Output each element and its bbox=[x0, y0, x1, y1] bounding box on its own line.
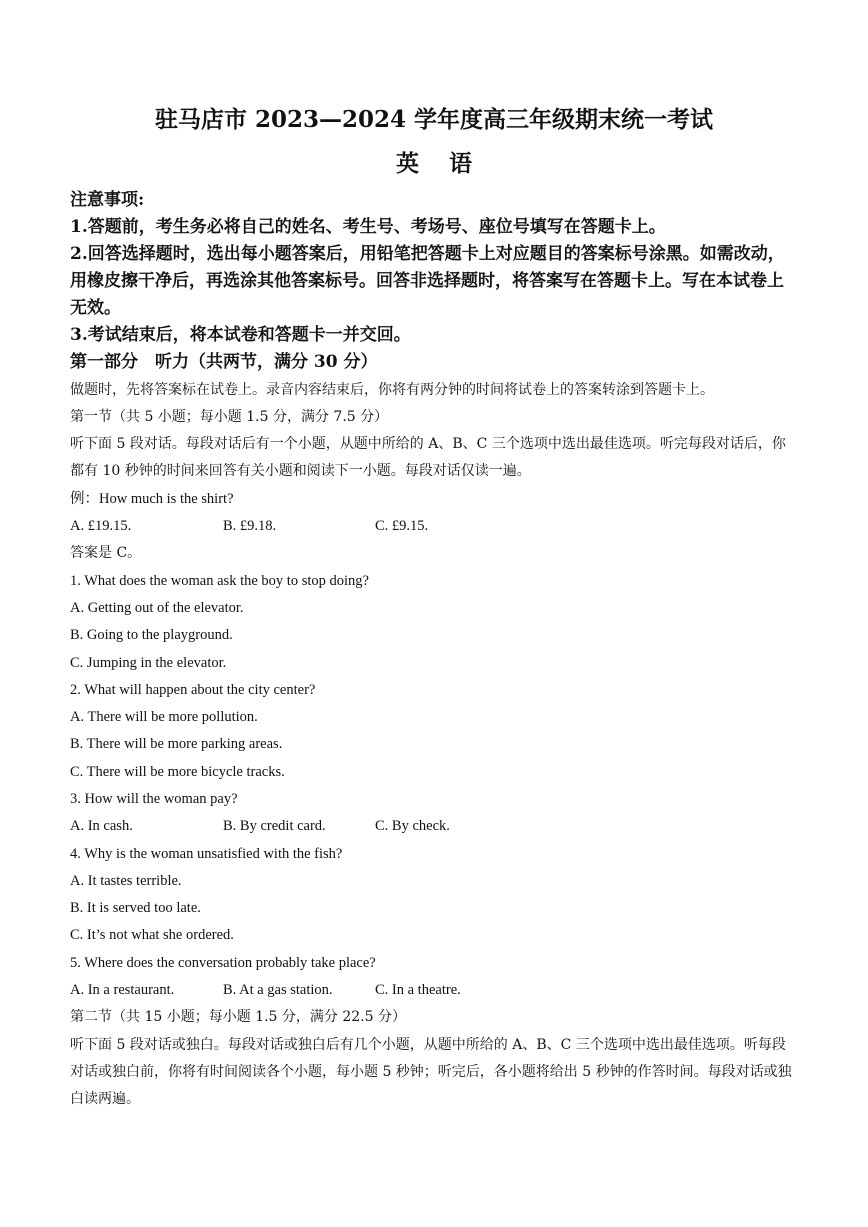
q5-option-c: C. In a theatre. bbox=[375, 982, 461, 998]
q4-option-c: C. It’s not what she ordered. bbox=[70, 927, 234, 943]
q5-option-a: A. In a restaurant. bbox=[70, 982, 175, 998]
q3-option-c: C. By check. bbox=[375, 818, 450, 834]
exam-title: 驻马店市 2023—2024 学年度高三年级期末统一考试 bbox=[154, 106, 714, 133]
note-item-1: 1.答题前，考生务必将自己的姓名、考生号、考场号、座位号填写在答题卡上。 bbox=[70, 217, 666, 237]
q1-option-a: A. Getting out of the elevator. bbox=[70, 600, 244, 616]
example-option-b: B. £9.18. bbox=[223, 518, 277, 534]
question-1: 1. What does the woman ask the boy to stop doing? bbox=[70, 573, 369, 589]
question-5: 5. Where does the conversation probably take place? bbox=[70, 955, 376, 971]
q2-option-b: B. There will be more parking areas. bbox=[70, 736, 283, 752]
q4-option-b: B. It is served too late. bbox=[70, 900, 201, 916]
section1-instruction: 听下面 5 段对话。每段对话后有一个小题，从题中所给的 A、B、C 三个选项中选出最佳选项。听完每段对话后，你都有 10 秒钟的时间来回答有关小题和阅读下一小题。每段对话仅读一遍。 bbox=[70, 436, 786, 479]
question-2: 2. What will happen about the city center? bbox=[70, 682, 316, 698]
note-item-3: 3.考试结束后，将本试卷和答题卡一并交回。 bbox=[70, 325, 411, 345]
q2-option-a: A. There will be more pollution. bbox=[70, 709, 258, 725]
subject-title: 英语 bbox=[396, 150, 502, 177]
q4-option-a: A. It tastes terrible. bbox=[70, 873, 182, 889]
q2-option-c: C. There will be more bicycle tracks. bbox=[70, 764, 285, 780]
example-question: 例：How much is the shirt? bbox=[70, 491, 234, 507]
note-item-2: 2.回答选择题时，选出每小题答案后，用铅笔把答题卡上对应题目的答案标号涂黑。如需改动，用橡皮擦干净后，再选涂其他答案标号。回答非选择题时，将答案写在答题卡上。写在本试卷上无效。 bbox=[70, 244, 785, 318]
q1-option-b: B. Going to the playground. bbox=[70, 627, 233, 643]
section1-heading: 第一节（共 5 小题；每小题 1.5 分，满分 7.5 分） bbox=[70, 409, 389, 425]
question-4: 4. Why is the woman unsatisfied with the fish? bbox=[70, 846, 343, 862]
section2-instruction: 听下面 5 段对话或独白。每段对话或独白后有几个小题，从题中所给的 A、B、C 三个选项中选出最佳选项。听每段对话或独白前，你将有时间阅读各个小题，每小题 5 秒钟；听完后，各小题将给出 5 秒钟的作答时间。每段对话或独白读两遍。 bbox=[70, 1037, 792, 1107]
q1-option-c: C. Jumping in the elevator. bbox=[70, 655, 227, 671]
q3-option-b: B. By credit card. bbox=[223, 818, 326, 834]
example-answer: 答案是 C。 bbox=[70, 545, 142, 561]
part1-heading: 第一部分 听力（共两节，满分 30 分） bbox=[70, 352, 378, 372]
example-option-a: A. £19.15. bbox=[70, 518, 132, 534]
notes-heading: 注意事项: bbox=[70, 190, 145, 210]
part1-instruction: 做题时，先将答案标在试卷上。录音内容结束后，你将有两分钟的时间将试卷上的答案转涂到答题卡上。 bbox=[70, 382, 714, 398]
example-option-c: C. £9.15. bbox=[375, 518, 429, 534]
q5-option-b: B. At a gas station. bbox=[223, 982, 333, 998]
section2-heading: 第二节（共 15 小题；每小题 1.5 分，满分 22.5 分） bbox=[70, 1009, 406, 1025]
question-3: 3. How will the woman pay? bbox=[70, 791, 238, 807]
q3-option-a: A. In cash. bbox=[70, 818, 133, 834]
